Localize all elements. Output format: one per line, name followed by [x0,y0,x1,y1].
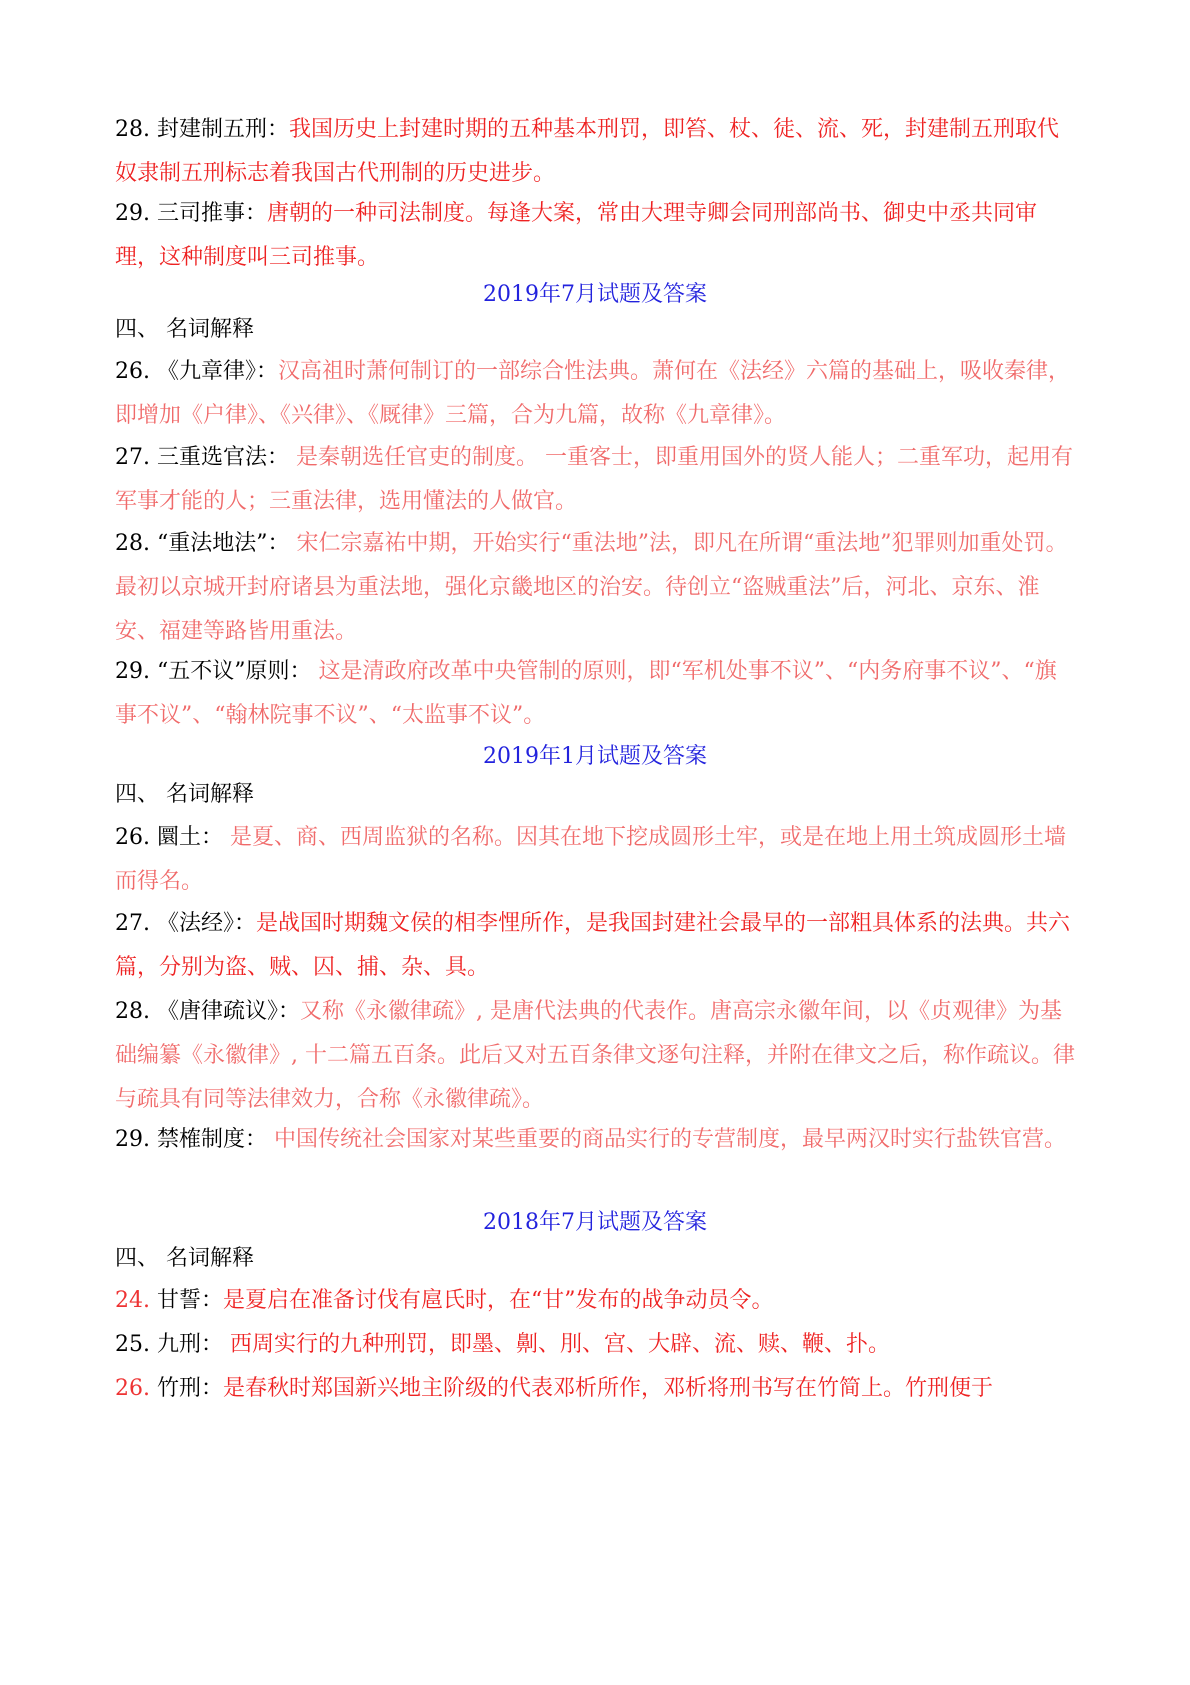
entry-number: 28. [115,999,150,1024]
entry-wubuyi-yuanze [115,650,1075,738]
entry-term: 三重选官法： [157,445,290,470]
entry-zhuxing [115,1367,1075,1411]
entry-definition: 是秦朝选任官吏的制度。 一重客士，即重用国外的贤人能人；二重军功，起用有军事才能的人；三重法律，选用懂法的人做官。 [115,445,1074,514]
entry-definition: 汉高祖时萧何制订的一部综合性法典。萧何在《法经》六篇的基础上，吸收秦律，即增加《户律》、《兴律》、《厩律》三篇，合为九篇，故称《九章律》。 [115,359,1071,428]
entry-ganshi [115,1279,1075,1323]
entry-number: 29. [115,1127,150,1152]
entry-term: 三司推事： [157,201,268,226]
entry-term: 《法经》： [157,911,257,936]
heading-2018-july: 2018年7月试题及答案 [483,1210,707,1235]
entry-term: 圜土： [157,825,224,850]
entry-definition: 是战国时期魏文侯的相李悝所作，是我国封建社会最早的一部粗具体系的法典。共六篇，分别为盗、贼、囚、捕、杂、具。 [115,911,1071,980]
entry-jinque-zhidu [115,1118,1075,1162]
entry-fengjian-wuxing [115,108,1075,196]
entry-definition: 又称《永徽律疏》, 是唐代法典的代表作。唐高宗永徽年间，以《贞观律》为基础编纂《永徽律》, 十二篇五百条。此后又对五百条律文逐句注释，并附在律文之后，称作疏议。律与疏具有同等法律效力，合称《永徽律疏》。 [115,999,1075,1112]
entry-term: 《唐律疏议》： [157,999,301,1024]
section-title: 四、 名词解释 [115,1246,254,1271]
entry-term: 竹刑： [157,1376,224,1401]
section-title: 四、 名词解释 [115,782,254,807]
entry-tanglv-shuyi [115,990,1075,1122]
entry-definition: 西周实行的九种刑罚，即墨、劓、刖、宫、大辟、流、赎、鞭、扑。 [223,1332,891,1357]
section-title: 四、 名词解释 [115,317,254,342]
entry-definition: 中国传统社会国家对某些重要的商品实行的专营制度，最早两汉时实行盐铁官营。 [267,1127,1067,1152]
entry-definition: 是夏、商、西周监狱的名称。因其在地下挖成圆形土牢，或是在地上用土筑成圆形土墙而得名。 [115,825,1067,894]
entry-definition: 这是清政府改革中央管制的原则，即“军机处事不议”、“内务府事不议”、“旗事不议”、“翰林院事不议”、“太监事不议”。 [115,659,1057,728]
entry-jiuzhanglv [115,350,1075,438]
entry-number: 29. [115,201,150,226]
entry-number: 27. [115,445,150,470]
entry-definition: 是春秋时郑国新兴地主阶级的代表邓析所作，邓析将刑书写在竹简上。竹刑便于 [223,1376,994,1401]
entry-definition: 我国历史上封建时期的五种基本刑罚，即笞、杖、徒、流、死，封建制五刑取代奴隶制五刑标志着我国古代刑制的历史进步。 [115,117,1060,186]
entry-number: 26. [115,1376,150,1401]
entry-fajing [115,902,1075,990]
entry-definition: 宋仁宗嘉祐中期，开始实行“重法地”法，即凡在所谓“重法地”犯罪则加重处罚。最初以京城开封府诸县为重法地，强化京畿地区的治安。待创立“盗贼重法”后，河北、京东、淮安、福建等路皆用重法。 [115,531,1068,644]
entry-number: 27. [115,911,150,936]
entry-term: 《九章律》： [157,359,279,384]
entry-term: 九刑： [157,1332,224,1357]
entry-term: 禁榷制度： [157,1127,268,1152]
entry-number: 24. [115,1288,150,1313]
heading-2019-january: 2019年1月试题及答案 [483,744,707,769]
entry-sansi-tuishi [115,192,1075,280]
entry-number: 26. [115,359,150,384]
entry-number: 25. [115,1332,150,1357]
entry-term: “重法地法”： [157,531,290,556]
entry-definition: 是夏启在准备讨伐有扈氏时，在“甘”发布的战争动员令。 [223,1288,774,1313]
entry-yuantu [115,816,1075,904]
entry-term: 封建制五刑： [157,117,290,142]
entry-number: 26. [115,825,150,850]
entry-number: 29. [115,659,150,684]
entry-sanzhong-xuanguanfa [115,436,1075,524]
heading-2019-july: 2019年7月试题及答案 [483,282,707,307]
entry-definition: 唐朝的一种司法制度。每逢大案，常由大理寺卿会同刑部尚书、御史中丞共同审理，这种制度叫三司推事。 [115,201,1038,270]
entry-zhongfadi-fa [115,522,1075,654]
entry-term: 甘誓： [157,1288,224,1313]
entry-term: “五不议”原则： [157,659,312,684]
entry-jiuxing [115,1323,1075,1367]
entry-number: 28. [115,531,150,556]
entry-number: 28. [115,117,150,142]
